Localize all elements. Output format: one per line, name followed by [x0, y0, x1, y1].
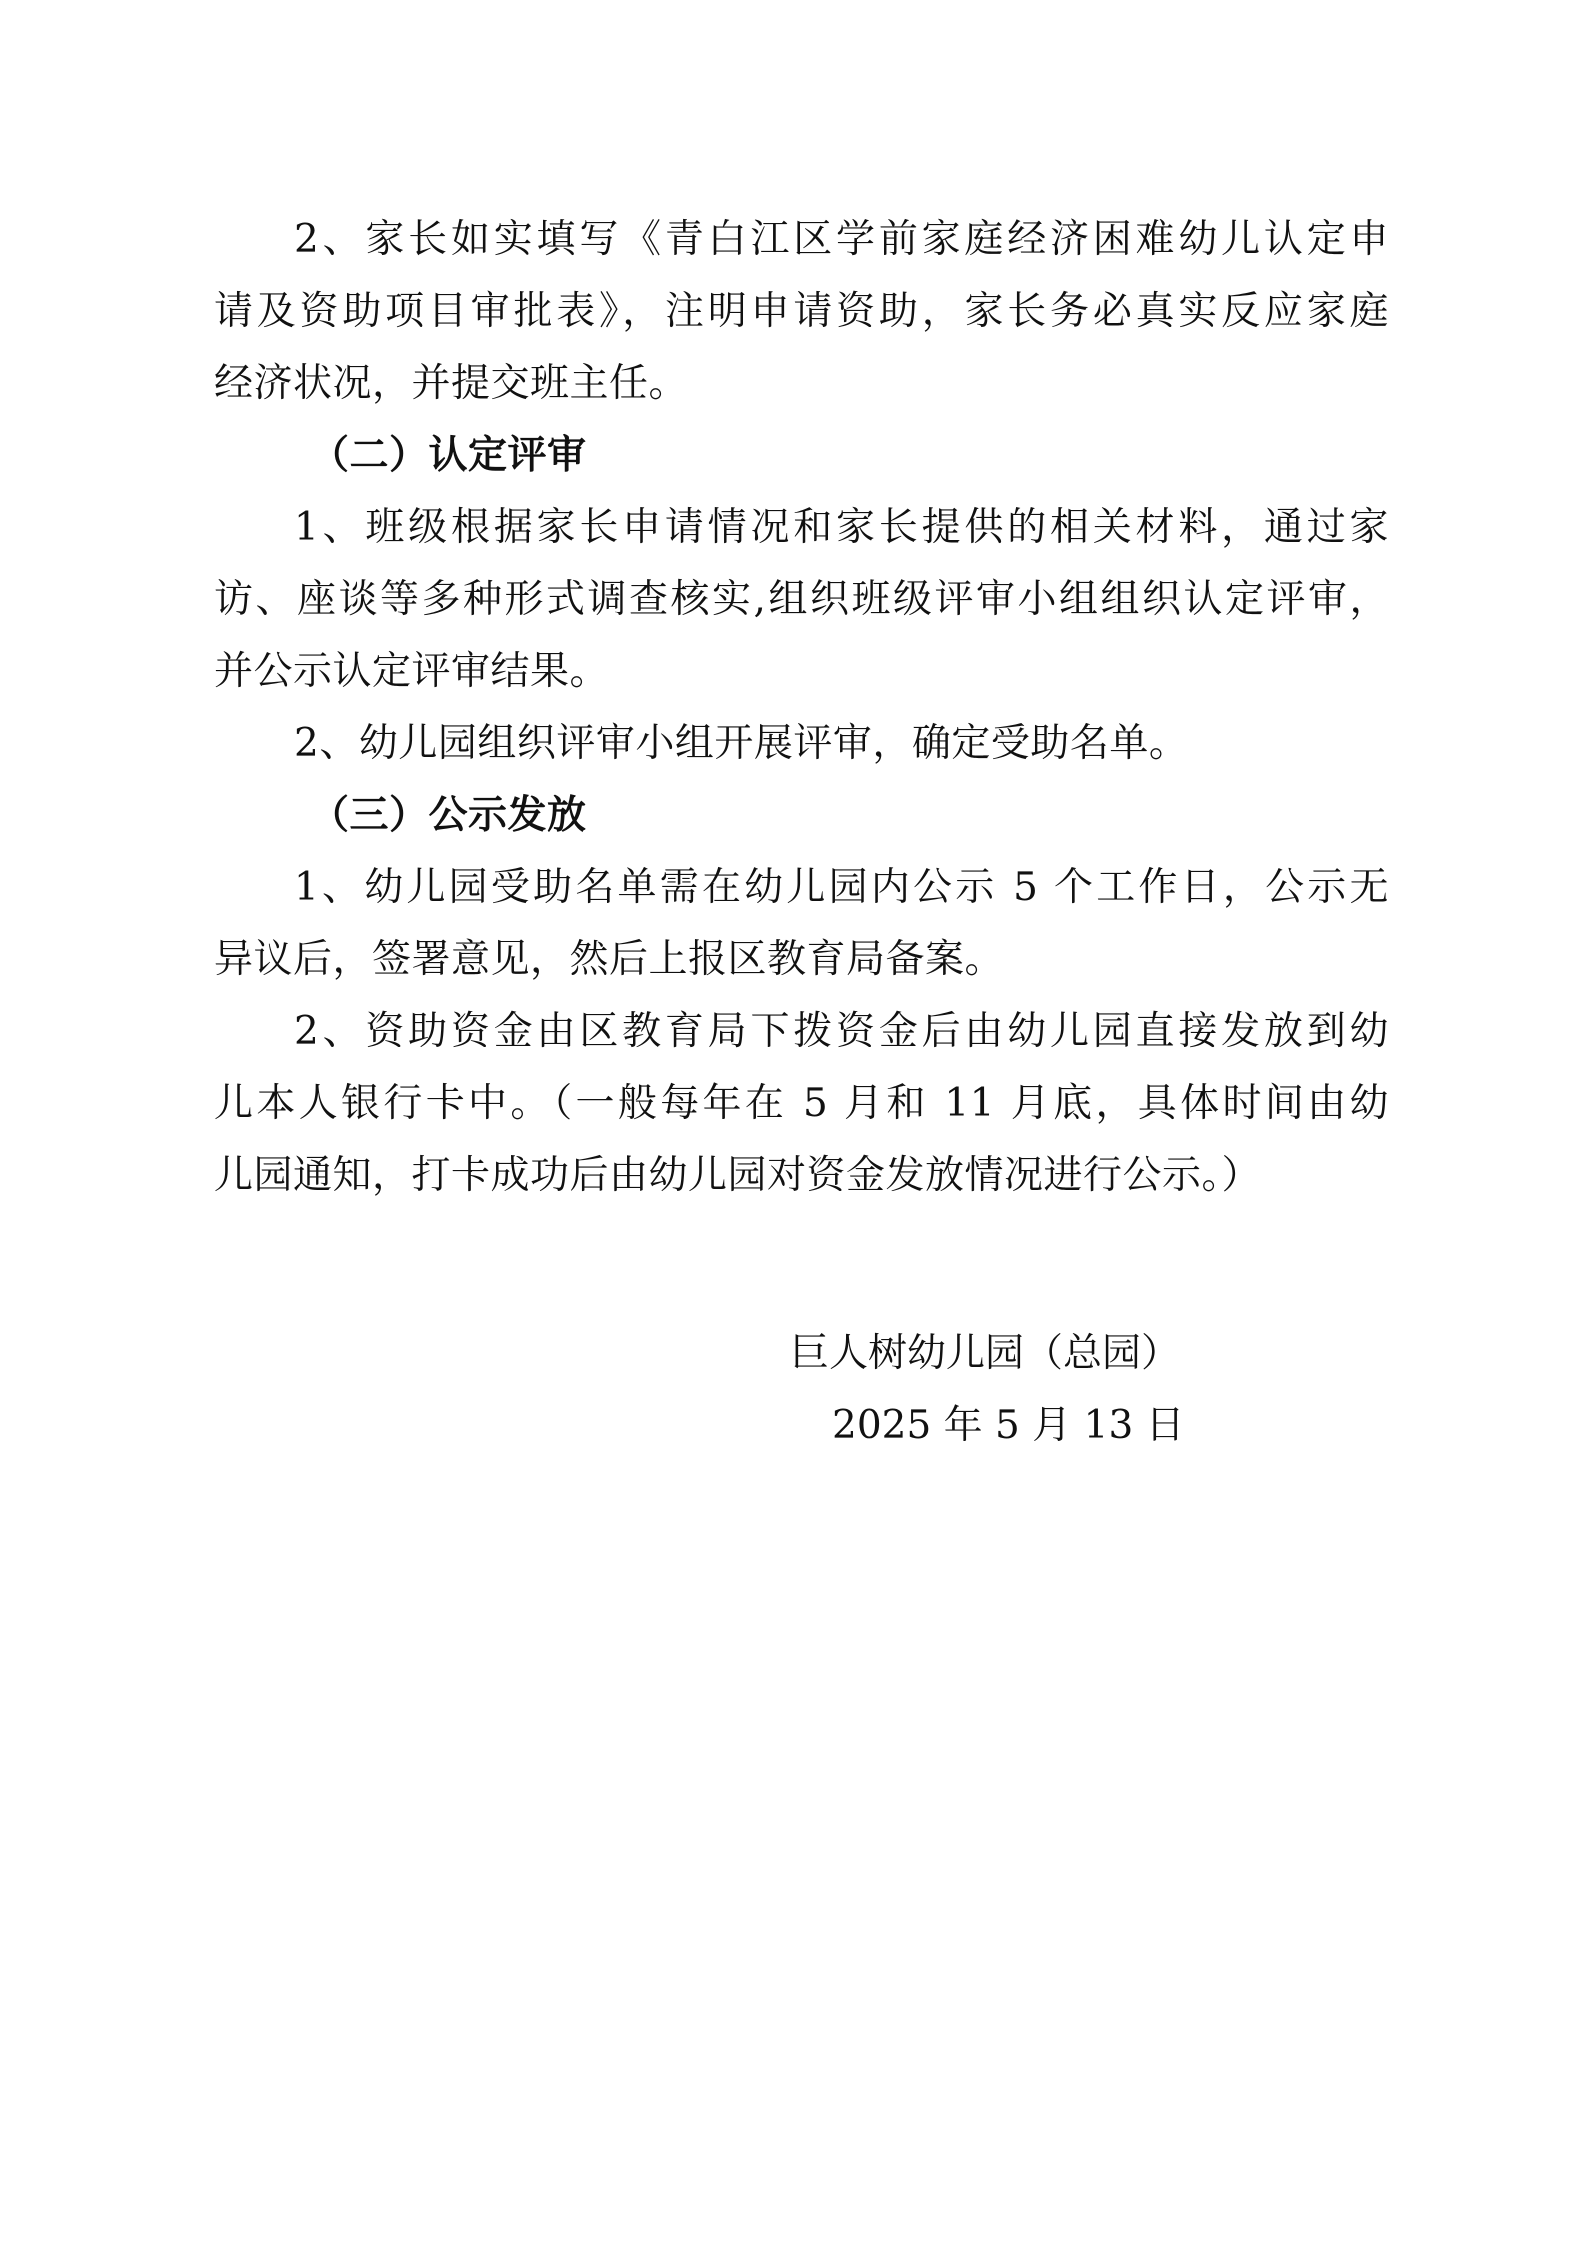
paragraph-fund-distribution — [214, 996, 1389, 1212]
text-line: 2、家长如实填写《青白江区学前家庭经济困难幼儿认定申 — [294, 217, 1389, 262]
heading-text: （二）认定评审 — [310, 433, 587, 478]
paragraph-class-review — [214, 492, 1389, 708]
paragraph-public-notice — [214, 852, 1389, 996]
document-body — [214, 204, 1389, 1212]
text-line: 儿本人银行卡中。（一般每年在 5 月和 11 月底，具体时间由幼 — [214, 1081, 1389, 1126]
text-line: 1、班级根据家长申请情况和家长提供的相关材料，通过家 — [294, 505, 1389, 550]
signature-block — [780, 1318, 1240, 1462]
text-line: 经济状况，并提交班主任。 — [214, 361, 689, 406]
text-line: 访、座谈等多种形式调查核实,组织班级评审小组组织认定评审， — [214, 577, 1389, 622]
text-line: 请及资助项目审批表》，注明申请资助，家长务必真实反应家庭 — [214, 289, 1389, 334]
text-line: 2、幼儿园组织评审小组开展评审，确定受助名单。 — [294, 721, 1189, 766]
heading-text: （三）公示发放 — [310, 793, 587, 838]
text-line: 异议后，签署意见，然后上报区教育局备案。 — [214, 937, 1005, 982]
section-heading-publish — [214, 780, 1389, 852]
text-line: 儿园通知，打卡成功后由幼儿园对资金发放情况进行公示。） — [214, 1153, 1262, 1198]
section-heading-review — [214, 420, 1389, 492]
signature-organization: 巨人树幼儿园（总园） — [790, 1331, 1181, 1376]
text-line: 并公示认定评审结果。 — [214, 649, 610, 694]
paragraph-kindergarten-review — [214, 708, 1389, 780]
signature-date: 2025 年 5 月 13 日 — [832, 1403, 1185, 1448]
text-line: 2、资助资金由区教育局下拨资金后由幼儿园直接发放到幼 — [294, 1009, 1389, 1054]
paragraph-application-form — [214, 204, 1389, 420]
text-line: 1、幼儿园受助名单需在幼儿园内公示 5 个工作日，公示无 — [294, 865, 1389, 910]
